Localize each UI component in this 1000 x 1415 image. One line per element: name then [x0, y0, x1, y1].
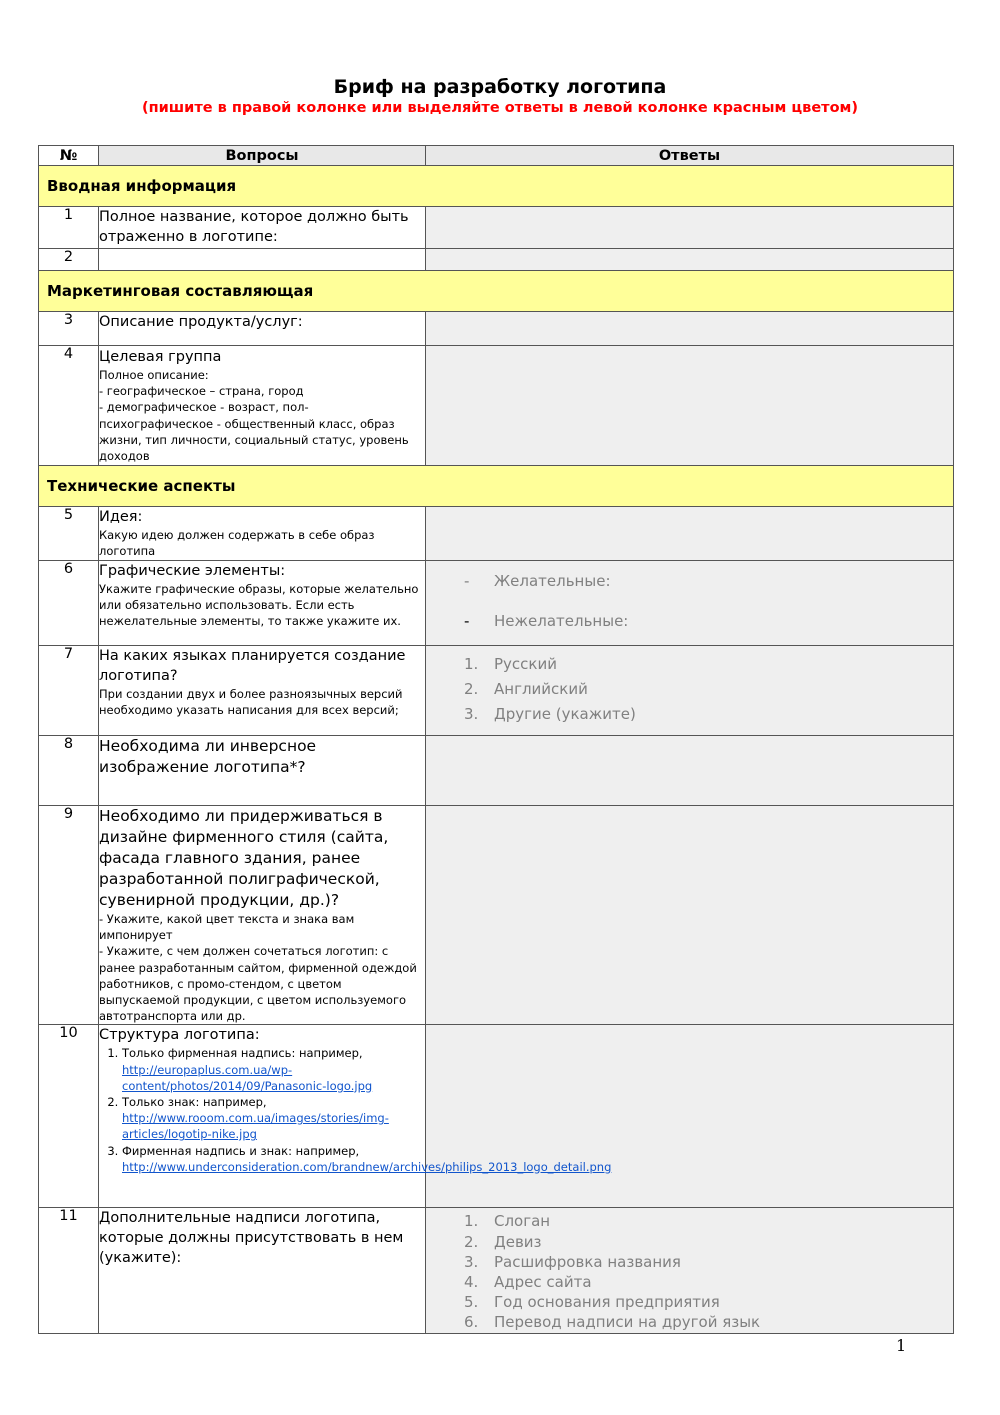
brief-table: [38, 145, 954, 1334]
section-row-technical: [39, 466, 954, 507]
question-text: Целевая группа: [99, 349, 222, 365]
answer-option-label: Желательные:: [494, 572, 611, 590]
question-text: Идея:: [99, 509, 143, 525]
table-row: [39, 312, 954, 346]
answer-option-label: Нежелательные:: [494, 612, 629, 630]
answer-option-label: Девиз: [494, 1232, 542, 1251]
table-row: [39, 507, 954, 561]
section-row-marketing: [39, 271, 954, 312]
example-label: Только фирменная надпись: например,: [122, 1046, 363, 1061]
document-subtitle: (пишите в правой колонке или выделяйте ответы в левой колонке красным цветом): [141, 100, 859, 116]
dash-bullet: -: [464, 612, 470, 630]
answer-option: [464, 1252, 953, 1272]
question-hint: Укажите графические образы, которые желательно или обязательно использовать. Если есть нежелательные элементы, то также укажите их.: [99, 582, 419, 629]
row-number: 1: [39, 207, 99, 249]
question-text: Необходима ли инверсное изображение логотипа*?: [99, 737, 317, 776]
table-row: [39, 207, 954, 249]
answer-cell[interactable]: [426, 207, 954, 249]
option-number: 2.: [464, 680, 479, 698]
question-text: Графические элементы:: [99, 563, 286, 579]
answer-cell[interactable]: [426, 1208, 954, 1333]
answer-option-label: Адрес сайта: [494, 1272, 592, 1291]
example-label: Фирменная надпись и знак: например,: [122, 1143, 360, 1158]
option-number: 3.: [464, 705, 479, 723]
question-hint: Полное описание: - географическое – страна, город - демографическое - возраст, пол- психографическое - общественный класс, образ жизни, тип личности, социальный статус, уровень доходов: [99, 368, 409, 464]
table-row: [39, 561, 954, 646]
column-header-answers: Ответы: [426, 146, 954, 166]
question-text: Необходимо ли придерживаться в дизайне фирменного стиля (сайта, фасада главного здания, ранее разработанной полиграфической, сувенирной продукции, др.)?: [99, 807, 389, 909]
answer-cell[interactable]: [426, 249, 954, 271]
question-text: Дополнительные надписи логотипа, которые должны присутствовать в нем (укажите):: [99, 1210, 404, 1267]
question-text: Описание продукта/услуг:: [99, 314, 303, 330]
option-number: 2.: [464, 1232, 479, 1251]
table-row: [39, 806, 954, 1025]
row-number: 5: [39, 507, 99, 561]
question-cell: [99, 207, 426, 249]
answer-option: [464, 1292, 953, 1312]
question-cell[interactable]: [99, 249, 426, 271]
question-cell: [99, 806, 426, 1025]
answer-option: [464, 702, 953, 727]
row-number: 11: [39, 1208, 99, 1333]
option-number: 1.: [464, 655, 479, 673]
dash-bullet: -: [464, 572, 470, 590]
table-row: [39, 1025, 954, 1208]
question-cell: [99, 736, 426, 806]
answer-option-label: Год основания предприятия: [494, 1293, 720, 1312]
option-number: 6.: [464, 1313, 479, 1332]
section-title-marketing: Маркетинговая составляющая: [39, 271, 954, 312]
page-number: 1: [896, 1336, 907, 1355]
question-cell: [99, 1208, 426, 1333]
option-number: 4.: [464, 1272, 479, 1291]
row-number: 6: [39, 561, 99, 646]
section-row-intro: [39, 166, 954, 207]
example-link[interactable]: http://www.rooom.com.ua/images/stories/img-articles/logotip-nike.jpg: [122, 1111, 389, 1142]
answer-option: [464, 1312, 953, 1332]
question-cell: [99, 507, 426, 561]
question-cell: [99, 346, 426, 466]
question-hint: Какую идею должен содержать в себе образ логотипа: [99, 528, 375, 559]
answer-option: [464, 677, 953, 702]
table-row: [39, 646, 954, 736]
question-text: Структура логотипа:: [99, 1027, 260, 1044]
question-text: Полное название, которое должно быть отраженно в логотипе:: [99, 209, 409, 245]
answer-option: [464, 1272, 953, 1292]
document-title: Бриф на разработку логотипа: [333, 76, 667, 98]
question-cell: [99, 1025, 612, 1208]
question-hint: - Укажите, с чем должен сочетаться логотип: с ранее разработанным сайтом, фирменной одеждой работников, с промо-стендом, с цветом выпускаемой продукции, с цветом используемого автотранспорта или др.: [99, 944, 417, 1024]
answer-cell[interactable]: [426, 312, 954, 346]
answer-cell[interactable]: [426, 646, 954, 736]
answer-option: [464, 611, 953, 631]
column-header-questions: Вопросы: [99, 146, 426, 166]
option-number: 5.: [464, 1293, 479, 1312]
option-number: 1.: [464, 1212, 479, 1231]
list-item: [122, 1094, 425, 1143]
row-number: 4: [39, 346, 99, 466]
answer-options: [426, 646, 953, 727]
row-number: 7: [39, 646, 99, 736]
row-number: 2: [39, 249, 99, 271]
table-row: [39, 736, 954, 806]
row-number: 8: [39, 736, 99, 806]
question-cell: [99, 561, 426, 646]
answer-options: [426, 1208, 953, 1332]
question-cell: [99, 312, 426, 346]
question-hint: - Укажите, какой цвет текста и знака вам импонирует: [99, 912, 355, 943]
answer-cell[interactable]: [426, 806, 954, 1025]
section-title-technical: Технические аспекты: [39, 466, 954, 507]
row-number: 10: [39, 1025, 99, 1208]
row-number: 3: [39, 312, 99, 346]
option-number: 3.: [464, 1252, 479, 1271]
example-label: Только знак: например,: [122, 1095, 267, 1110]
answer-cell[interactable]: [426, 507, 954, 561]
document-header: [0, 76, 1000, 116]
column-header-num: №: [39, 146, 99, 166]
list-item: [122, 1045, 425, 1094]
answer-option-label: Другие (укажите): [494, 705, 636, 723]
row-number: 9: [39, 806, 99, 1025]
table-row: [39, 249, 954, 271]
answer-option: [464, 571, 953, 591]
answer-cell[interactable]: [426, 1025, 954, 1208]
answer-option-label: Перевод надписи на другой язык: [494, 1313, 761, 1332]
table-row: [39, 1208, 954, 1333]
example-link[interactable]: http://europaplus.com.ua/wp-content/photos/2014/09/Panasonic-logo.jpg: [122, 1062, 373, 1093]
question-hint: При создании двух и более разноязычных версий необходимо указать написания для всех версий;: [99, 687, 403, 718]
question-text: На каких языках планируется создание логотипа?: [99, 648, 406, 684]
answer-option-label: Английский: [494, 680, 588, 698]
section-title-intro: Вводная информация: [39, 166, 954, 207]
answer-option: [464, 1211, 953, 1231]
table-row: [39, 346, 954, 466]
question-cell: [99, 646, 426, 736]
answer-cell[interactable]: [426, 736, 954, 806]
table-header-row: [39, 146, 954, 166]
answer-cell[interactable]: [426, 346, 954, 466]
answer-option-label: Русский: [494, 655, 557, 673]
example-link[interactable]: http://www.underconsideration.com/brandnew/archives/philips_2013_logo_detail.png: [122, 1159, 612, 1174]
answer-options: [426, 561, 953, 631]
example-list: [99, 1045, 612, 1175]
answer-option: [464, 652, 953, 677]
answer-option-label: Слоган: [494, 1212, 551, 1231]
list-item: [122, 1143, 612, 1175]
answer-option-label: Расшифровка названия: [494, 1252, 681, 1271]
answer-cell[interactable]: [426, 561, 954, 646]
answer-option: [464, 1232, 953, 1252]
